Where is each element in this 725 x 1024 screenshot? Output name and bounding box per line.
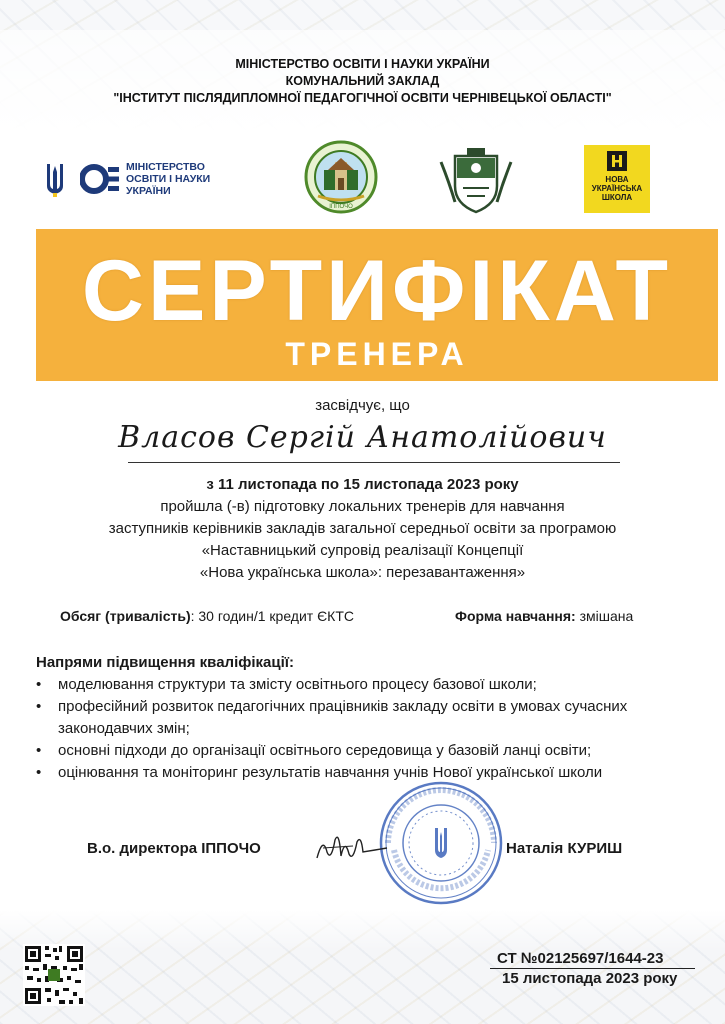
form-value: змішана xyxy=(579,608,634,624)
study-form xyxy=(455,608,633,624)
form-label: Форма навчання: xyxy=(455,608,576,624)
chernivtsi-region-coat-of-arms xyxy=(437,142,515,216)
trident-icon xyxy=(44,160,66,198)
certificate-number: СТ №02125697/1644-23 xyxy=(497,950,664,967)
issuer-header xyxy=(0,56,725,107)
volume-label: Обсяг (тривалість) xyxy=(60,608,191,624)
ministry-logo xyxy=(44,160,210,198)
logo-row xyxy=(0,140,725,220)
header-line-ministry: МІНІСТЕРСТВО ОСВІТИ І НАУКИ УКРАЇНИ xyxy=(235,57,490,71)
certificate-issue-date: 15 листопада 2023 року xyxy=(502,970,678,987)
bottom-border-fade xyxy=(0,910,725,950)
institute-emblem xyxy=(304,140,378,214)
course-volume xyxy=(60,608,354,624)
certificate-body xyxy=(0,474,725,584)
institute-emblem-text: ІППОЧО xyxy=(329,204,353,210)
certificate-number-underline xyxy=(490,968,695,969)
directions-list xyxy=(36,674,696,784)
ministry-logo-line: МІНІСТЕРСТВО xyxy=(126,161,205,173)
direction-item: • оцінювання та моніторинг результатів навчання учнів Нової української школи xyxy=(36,762,696,784)
direction-item: • моделювання структури та змісту освітнього процесу базової школи; xyxy=(36,674,696,696)
header-line-institution-type: КОМУНАЛЬНИЙ ЗАКЛАД xyxy=(285,74,440,88)
body-line: заступників керівників закладів загальної середньої освіти за програмою xyxy=(108,520,617,537)
signature-block xyxy=(0,838,725,868)
training-dates: з 11 листопада по 15 листопада 2023 року xyxy=(206,476,519,493)
nus-logo-line: ШКОЛА xyxy=(601,193,633,202)
new-ukrainian-school-logo xyxy=(584,145,650,213)
recipient-name: Власов Сергій Анатолійович xyxy=(118,420,607,455)
directions-heading: Напрями підвищення кваліфікації: xyxy=(36,654,294,671)
header-line-institute: "ІНСТИТУТ ПІСЛЯДИПЛОМНОЇ ПЕДАГОГІЧНОЇ ОСВІТИ ЧЕРНІВЕЦЬКОЇ ОБЛАСТІ" xyxy=(113,91,612,105)
ministry-logo-line: ОСВІТИ І НАУКИ xyxy=(126,173,211,185)
nus-logo-line: НОВА xyxy=(605,175,629,184)
qualification-directions xyxy=(36,652,696,784)
certificate-title: СЕРТИФІКАТ xyxy=(81,243,673,339)
ministry-logo-text xyxy=(126,161,210,197)
mon-logo-icon xyxy=(80,162,120,196)
certificate-banner xyxy=(36,229,718,381)
recipient-underline xyxy=(128,462,620,463)
certifies-text: засвідчує, що xyxy=(315,397,410,414)
mon-symbol xyxy=(80,161,210,197)
nus-logo-line: УКРАЇНСЬКА xyxy=(591,184,643,193)
signatory-position: В.о. директора ІППОЧО xyxy=(87,840,261,857)
body-line: пройшла (-в) підготовку локальних тренерів для навчання xyxy=(160,498,565,515)
volume-value: : 30 годин/1 кредит ЄКТС xyxy=(190,608,354,624)
signatory-name: Наталія КУРИШ xyxy=(506,840,623,857)
qr-code xyxy=(23,944,85,1006)
nus-letter-icon xyxy=(607,151,627,171)
direction-item: • професійний розвиток педагогічних працівників закладу освіти в умовах сучасних законодавчих змін; xyxy=(36,696,696,740)
ministry-logo-line: УКРАЇНИ xyxy=(126,185,171,197)
program-name-line: «Наставницький супровід реалізації Концепції xyxy=(201,542,524,559)
direction-item: • основні підходи до організації освітнього середовища у базовій ланці освіти; xyxy=(36,740,696,762)
program-name-line: «Нова українська школа»: перезавантаження» xyxy=(199,564,526,581)
handwritten-signature xyxy=(313,832,391,866)
certificate-subtitle: ТРЕНЕРА xyxy=(285,336,469,372)
